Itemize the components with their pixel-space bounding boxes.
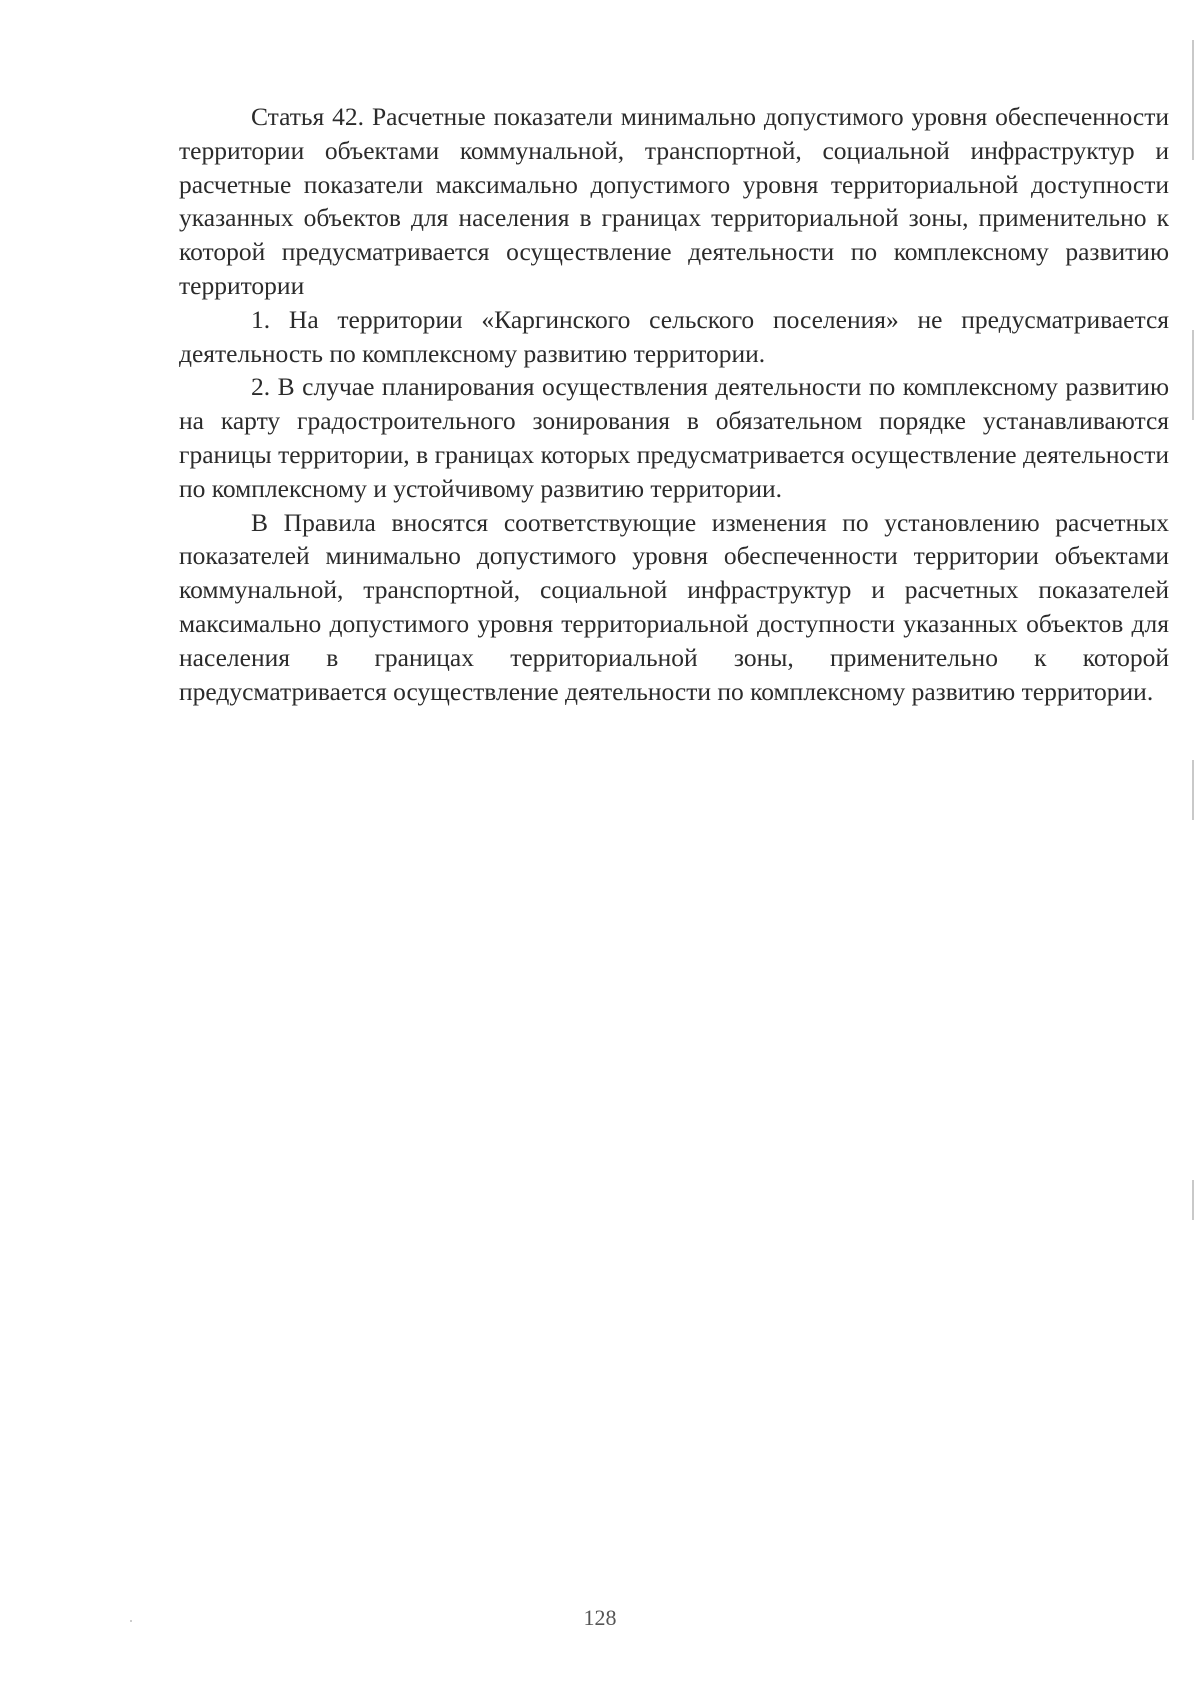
paragraph-item-1: 1. На территории «Каргинского сельского поселения» не предусматривается деятельность по комплексному развитию территории. bbox=[179, 304, 1169, 368]
scan-edge-mark bbox=[1192, 40, 1194, 160]
paragraph-amendment: В Правила вносятся соответствующие изменения по установлению расчетных показателей минимально допустимого уровня обеспеченности территории объектами коммунальной, транспортной, социальной инфраструктур и расчетных показателей максимально допустимого уровня территориальной доступности указанных объектов для населения в границах территориальной зоны, применительно к которой предусматривается осуществление деятельности по комплексному развитию территории. bbox=[179, 507, 1169, 706]
scan-edge-mark bbox=[1192, 760, 1194, 820]
paragraph-item-2: 2. В случае планирования осуществления деятельности по комплексному развитию на карту градостроительного зонирования в обязательном порядке устанавливаются границы территории, в границах которых предусматривается осуществление деятельности по комплексному и устойчивому развитию территории. bbox=[179, 372, 1169, 503]
article-body bbox=[179, 100, 1169, 708]
scan-edge-mark bbox=[1192, 1180, 1194, 1220]
page-number: 128 bbox=[583, 1605, 617, 1630]
article-heading-paragraph: Статья 42. Расчетные показатели минимально допустимого уровня обеспеченности территории объектами коммунальной, транспортной, социальной инфраструктур и расчетные показатели максимально допустимого уровня территориальной доступности указанных объектов для населения в границах территориальной зоны, применительно к которой предусматривается осуществление деятельности по комплексному развитию территории bbox=[179, 102, 1169, 300]
scan-edge-mark bbox=[1192, 330, 1194, 420]
